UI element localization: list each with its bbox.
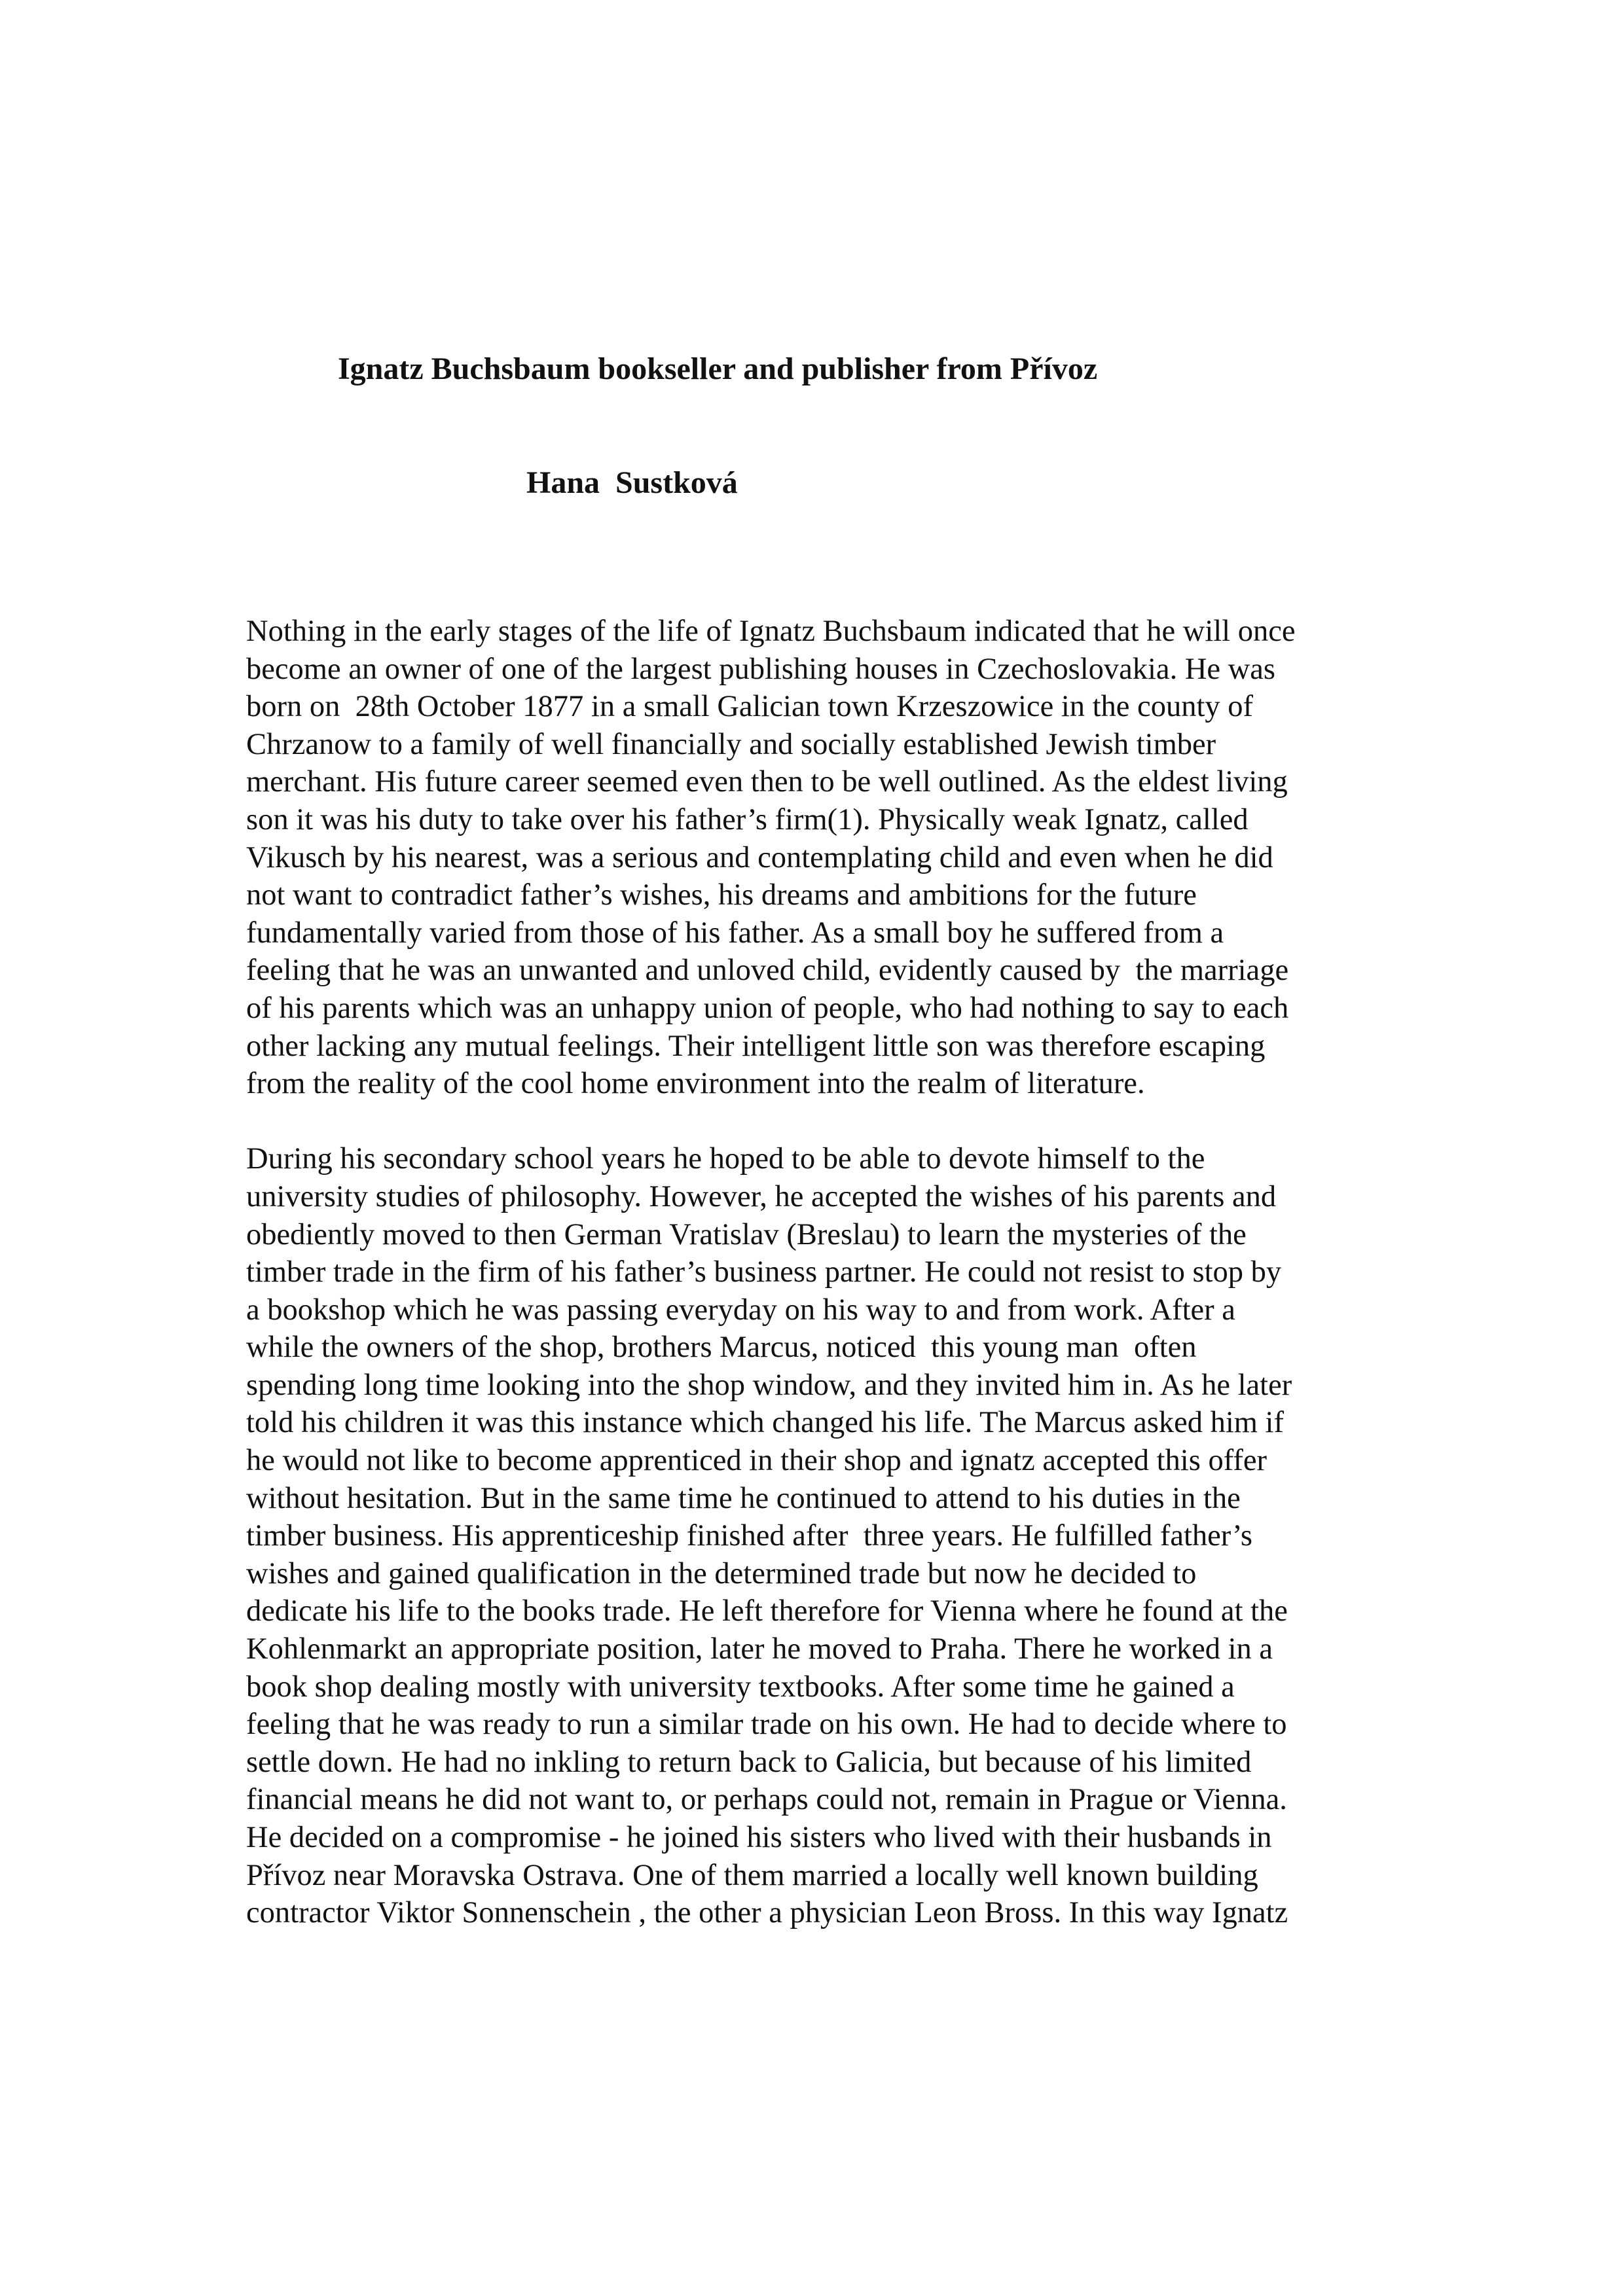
text-line: dedicate his life to the books trade. He left therefore for Vienna where he found at the — [246, 1594, 1288, 1628]
text-line: Přívoz near Moravska Ostrava. One of them married a locally well known building — [246, 1858, 1258, 1892]
paragraph-2 — [246, 1140, 1398, 1931]
article-body — [246, 613, 1398, 1932]
text-line: wishes and gained qualification in the determined trade but now he decided to — [246, 1556, 1197, 1590]
text-line: he would not like to become apprenticed in their shop and ignatz accepted this offer — [246, 1444, 1267, 1478]
text-line: Chrzanow to a family of well financially and socially established Jewish timber — [246, 727, 1216, 761]
text-line: from the reality of the cool home environment into the realm of literature. — [246, 1067, 1145, 1101]
text-line: fundamentally varied from those of his father. As a small boy he suffered from a — [246, 916, 1224, 950]
text-line: a bookshop which he was passing everyday on his way to and from work. After a — [246, 1293, 1235, 1327]
text-line: timber trade in the firm of his father’s business partner. He could not resist to stop by — [246, 1255, 1282, 1289]
text-line: He decided on a compromise - he joined his sisters who lived with their husbands in — [246, 1821, 1272, 1854]
text-line: university studies of philosophy. However, he accepted the wishes of his parents and — [246, 1179, 1277, 1213]
text-line: timber business. His apprenticeship finished after three years. He fulfilled father’s — [246, 1519, 1253, 1553]
paragraph-1 — [246, 613, 1398, 1103]
text-line: settle down. He had no inkling to return back to Galicia, but because of his limited — [246, 1745, 1252, 1779]
author-name: Hana Sustková — [526, 465, 738, 500]
text-line: not want to contradict father’s wishes, his dreams and ambitions for the future — [246, 878, 1197, 912]
text-line: without hesitation. But in the same time he continued to attend to his duties in the — [246, 1481, 1241, 1515]
text-line: obediently moved to then German Vratislav (Breslau) to learn the mysteries of the — [246, 1217, 1247, 1251]
paragraph-spacer — [246, 1103, 1398, 1141]
text-line: become an owner of one of the largest publishing houses in Czechoslovakia. He was — [246, 652, 1275, 686]
text-line: told his children it was this instance which changed his life. The Marcus asked him if — [246, 1406, 1284, 1440]
text-line: book shop dealing mostly with university textbooks. After some time he gained a — [246, 1670, 1235, 1704]
text-line: feeling that he was an unwanted and unloved child, evidently caused by the marriage — [246, 954, 1289, 988]
text-line: Kohlenmarkt an appropriate position, later he moved to Praha. There he worked in a — [246, 1632, 1273, 1666]
text-line: Vikusch by his nearest, was a serious and contemplating child and even when he did — [246, 840, 1273, 874]
text-line: born on 28th October 1877 in a small Galician town Krzeszowice in the county of — [246, 690, 1253, 724]
text-line: financial means he did not want to, or perhaps could not, remain in Prague or Vienna. — [246, 1783, 1287, 1817]
text-line: other lacking any mutual feelings. Their intelligent little son was therefore escaping — [246, 1029, 1266, 1063]
text-line: Nothing in the early stages of the life of Ignatz Buchsbaum indicated that he will once — [246, 615, 1296, 648]
text-line: spending long time looking into the shop window, and they invited him in. As he later — [246, 1368, 1292, 1402]
text-line: son it was his duty to take over his father’s firm(1). Physically weak Ignatz, called — [246, 802, 1249, 836]
text-line: of his parents which was an unhappy union of people, who had nothing to say to each — [246, 991, 1289, 1025]
text-line: contractor Viktor Sonnenschein , the other a physician Leon Bross. In this way Ignatz — [246, 1896, 1288, 1930]
document-title: Ignatz Buchsbaum bookseller and publisher from Přívoz — [338, 351, 1098, 386]
text-line: During his secondary school years he hoped to be able to devote himself to the — [246, 1142, 1205, 1176]
text-line: feeling that he was ready to run a similar trade on his own. He had to decide where to — [246, 1708, 1287, 1742]
text-line: while the owners of the shop, brothers Marcus, noticed this young man often — [246, 1331, 1197, 1365]
text-line: merchant. His future career seemed even then to be well outlined. As the eldest living — [246, 765, 1288, 799]
